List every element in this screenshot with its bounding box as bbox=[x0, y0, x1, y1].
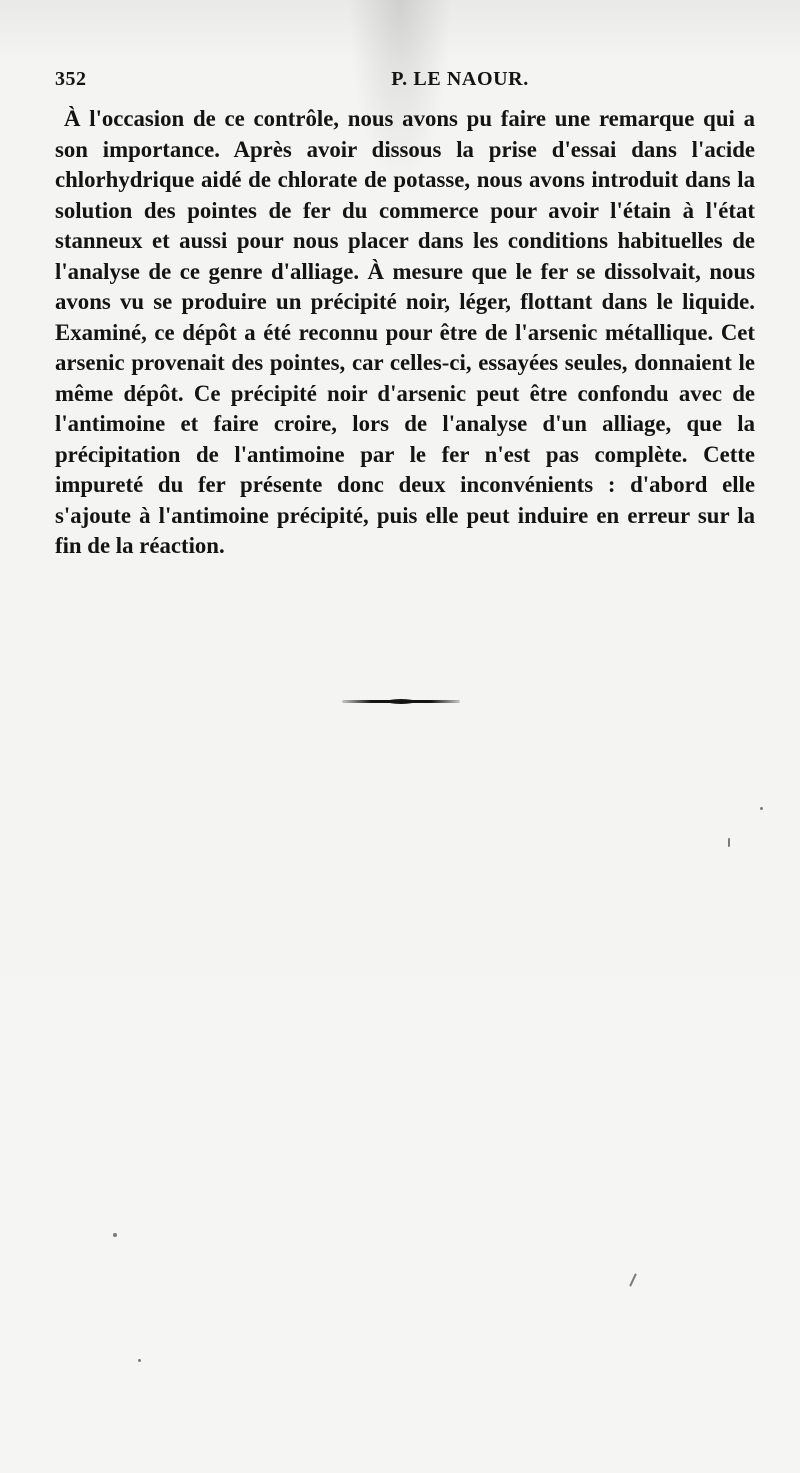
body-paragraph: À l'occasion de ce contrôle, nous avons pu faire une remarque qui a son importance. Après avoir dissous la prise d'essai dans l'acide chlorhydrique aidé de chlorate de potasse, nous avons introduit dans la solution des pointes de fer du commerce pour avoir l'étain à l'état stanneux et aussi pour nous placer dans les conditions habituelles de l'analyse de ce genre d'alliage. À mesure que le fer se dissolvait, nous avons vu se produire un précipité noir, léger, flottant dans le liquide. Examiné, ce dépôt a été reconnu pour être de l'arsenic métallique. Cet arsenic provenait des pointes, car celles-ci, essayées seules, donnaient le même dépôt. Ce précipité noir d'arsenic peut être confondu avec de l'antimoine et faire croire, lors de l'analyse d'un alliage, que la précipitation de l'antimoine par le fer n'est pas complète. Cette impureté du fer présente donc deux inconvénients : d'abord elle s'ajoute à l'antimoine précipité, puis elle peut induire en erreur sur la fin de la réaction. bbox=[55, 106, 755, 558]
page-number: 352 bbox=[55, 68, 87, 90]
scan-speck bbox=[113, 1233, 117, 1237]
scan-speck bbox=[760, 807, 763, 810]
scan-speck bbox=[138, 1359, 141, 1362]
scan-speck bbox=[728, 838, 730, 847]
page-header bbox=[55, 60, 755, 96]
scan-speck bbox=[629, 1273, 637, 1287]
section-end-rule bbox=[342, 700, 460, 703]
running-head: P. LE NAOUR. bbox=[391, 68, 529, 90]
